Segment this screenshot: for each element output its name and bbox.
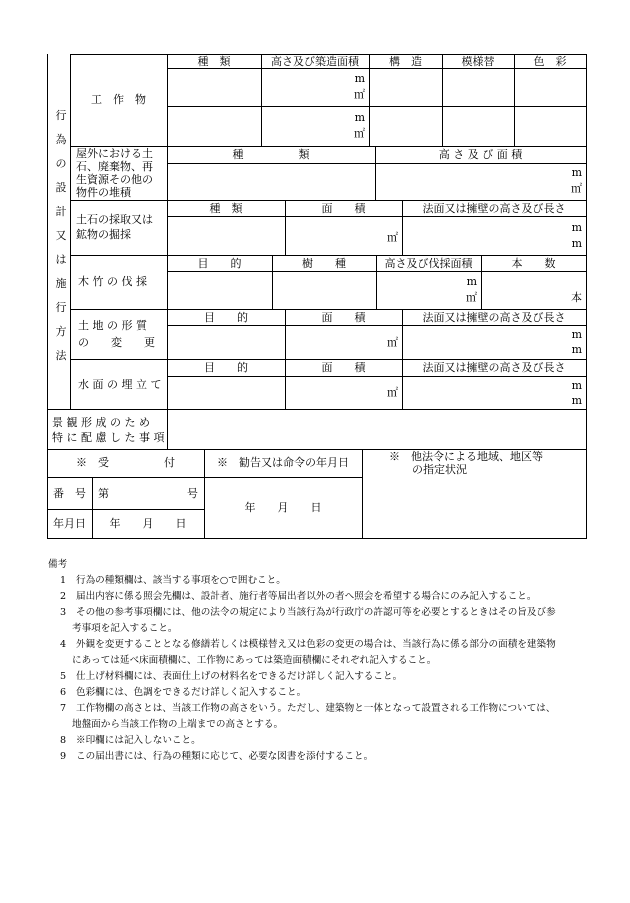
tree-unit-m2: ㎡ — [466, 291, 477, 304]
notes-title: 備考 — [48, 559, 68, 570]
note-line — [50, 621, 610, 637]
note-line — [50, 653, 610, 669]
note-line — [50, 605, 610, 621]
reception-date-value: 年 月 日 — [109, 517, 187, 530]
note-line — [50, 749, 610, 765]
structure-unit-m-2: m — [354, 111, 365, 124]
note-text: 行為の種類欄は、該当する事項を○で囲むこと。 — [76, 575, 286, 586]
water-label: 水 面 の 埋 立 て — [78, 378, 162, 391]
water-header-slope: 法面又は擁壁の高さ及び長さ — [422, 361, 566, 374]
tree-header-purpose: 目 的 — [197, 257, 242, 270]
outdoor-unit-m2: ㎡ — [571, 182, 582, 195]
land-unit-m-1: m — [571, 328, 582, 341]
note-number: 4 — [59, 639, 67, 650]
water-header-purpose: 目 的 — [204, 361, 248, 374]
note-line — [50, 669, 610, 685]
land-unit-m2: ㎡ — [387, 336, 398, 349]
water-header-area: 面 積 — [321, 361, 366, 374]
note-line — [50, 573, 610, 589]
water-unit-m-2: m — [571, 394, 582, 407]
notes-section — [50, 557, 610, 765]
structure-header-height-area: 高さ及び築造面積 — [271, 55, 359, 68]
land-unit-m-2: m — [571, 343, 582, 356]
note-line — [50, 717, 610, 733]
reception-number-prefix: 第 — [98, 487, 109, 500]
tree-header-count: 本 数 — [511, 257, 556, 270]
structure-unit-m-1: m — [354, 72, 365, 85]
vertical-section-label: 行 為 の 設 計 又 は 施 行 方 法 — [55, 109, 67, 362]
note-line — [50, 733, 610, 749]
note-text: 地盤面から当該工作物の上端までの高さとする。 — [72, 719, 284, 730]
structure-label: 工 作 物 — [91, 93, 146, 106]
note-text: その他の参考事項欄には、他の法令の規定により当該行為が行政庁の許認可等を必要とするときはその旨及び参 — [76, 607, 556, 618]
structure-unit-m2-1: ㎡ — [354, 88, 365, 101]
note-text: 外観を変更することとなる修繕若しくは模様替え又は色彩の変更の場合は、当該行為に係る部分の面積を建築物 — [76, 639, 556, 650]
note-text: にあっては延べ床面積欄に、工作物にあっては築造面積欄にそれぞれ記入すること。 — [72, 655, 437, 666]
reception-number-suffix: 号 — [187, 487, 198, 500]
tree-unit-m: m — [466, 275, 477, 288]
structure-unit-m2-2: ㎡ — [354, 127, 365, 140]
advice-header: ※ 勧告又は命令の年月日 — [217, 456, 349, 469]
structure-header-color: 色 彩 — [533, 55, 567, 68]
soil-header-slope: 法面又は擁壁の高さ及び長さ — [422, 202, 566, 215]
land-header-area: 面 積 — [321, 311, 366, 324]
outdoor-unit-m: m — [571, 166, 582, 179]
note-line — [50, 701, 610, 717]
soil-header-area: 面 積 — [321, 202, 366, 215]
land-header-purpose: 目 的 — [204, 311, 248, 324]
advice-date-value: 年 月 日 — [244, 501, 322, 514]
land-header-slope: 法面又は擁壁の高さ及び長さ — [422, 311, 566, 324]
note-number: 5 — [59, 671, 67, 682]
note-number: 8 — [59, 735, 67, 746]
note-number: 1 — [59, 575, 67, 586]
structure-header-construction: 構 造 — [389, 55, 422, 68]
reception-header: ※ 受 付 — [76, 456, 175, 469]
notes-list — [50, 573, 610, 765]
reception-date-label: 年月日 — [53, 517, 86, 530]
note-text: 考事項を記入すること。 — [72, 623, 178, 634]
vertical-label-divider — [70, 54, 71, 409]
reception-number-label: 番 号 — [53, 487, 86, 500]
tree-unit-hon: 本 — [571, 291, 582, 304]
note-number: 9 — [59, 751, 67, 762]
soil-unit-m-1: m — [571, 221, 582, 234]
note-line — [50, 637, 610, 653]
soil-header-type: 種 類 — [209, 202, 243, 215]
note-text: 色彩欄には、色調をできるだけ詳しく記入すること。 — [76, 687, 307, 698]
tree-label: 木 竹 の 伐 採 — [78, 275, 147, 288]
note-number: 6 — [59, 687, 67, 698]
water-unit-m2: ㎡ — [387, 386, 398, 399]
water-unit-m-1: m — [571, 379, 582, 392]
outdoor-header-type: 種 類 — [232, 148, 310, 161]
tree-header-height-area: 高さ及び伐採面積 — [384, 257, 473, 270]
note-text: 仕上げ材料欄には、表面仕上げの材料名をできるだけ詳しく記入すること。 — [76, 671, 403, 682]
soil-unit-m2: ㎡ — [387, 231, 398, 244]
note-text: ※印欄には記入しないこと。 — [76, 735, 201, 746]
table-border-right — [586, 54, 587, 539]
note-line — [50, 589, 610, 605]
label-column-divider — [167, 54, 168, 449]
note-text: 工作物欄の高さとは、当該工作物の高さをいう。ただし、建築物と一体となって設置される工作物については、 — [76, 703, 556, 714]
note-text: この届出書には、行為の種類に応じて、必要な図書を添付すること。 — [76, 751, 374, 762]
structure-header-type: 種 類 — [197, 55, 231, 68]
note-number: 3 — [59, 607, 67, 618]
note-number: 7 — [59, 703, 67, 714]
note-text: 届出内容に係る照会先欄は、設計者、施行者等届出者以外の者へ照会を希望する場合にのみ記入すること。 — [76, 591, 537, 602]
table-border-bottom — [47, 538, 587, 539]
structure-header-remodel: 模様替 — [461, 55, 495, 68]
note-number: 2 — [59, 591, 67, 602]
tree-header-species: 樹 種 — [302, 257, 346, 270]
note-line — [50, 685, 610, 701]
soil-unit-m-2: m — [571, 237, 582, 250]
outdoor-header-height-area: 高 さ 及 び 面 積 — [438, 148, 523, 161]
